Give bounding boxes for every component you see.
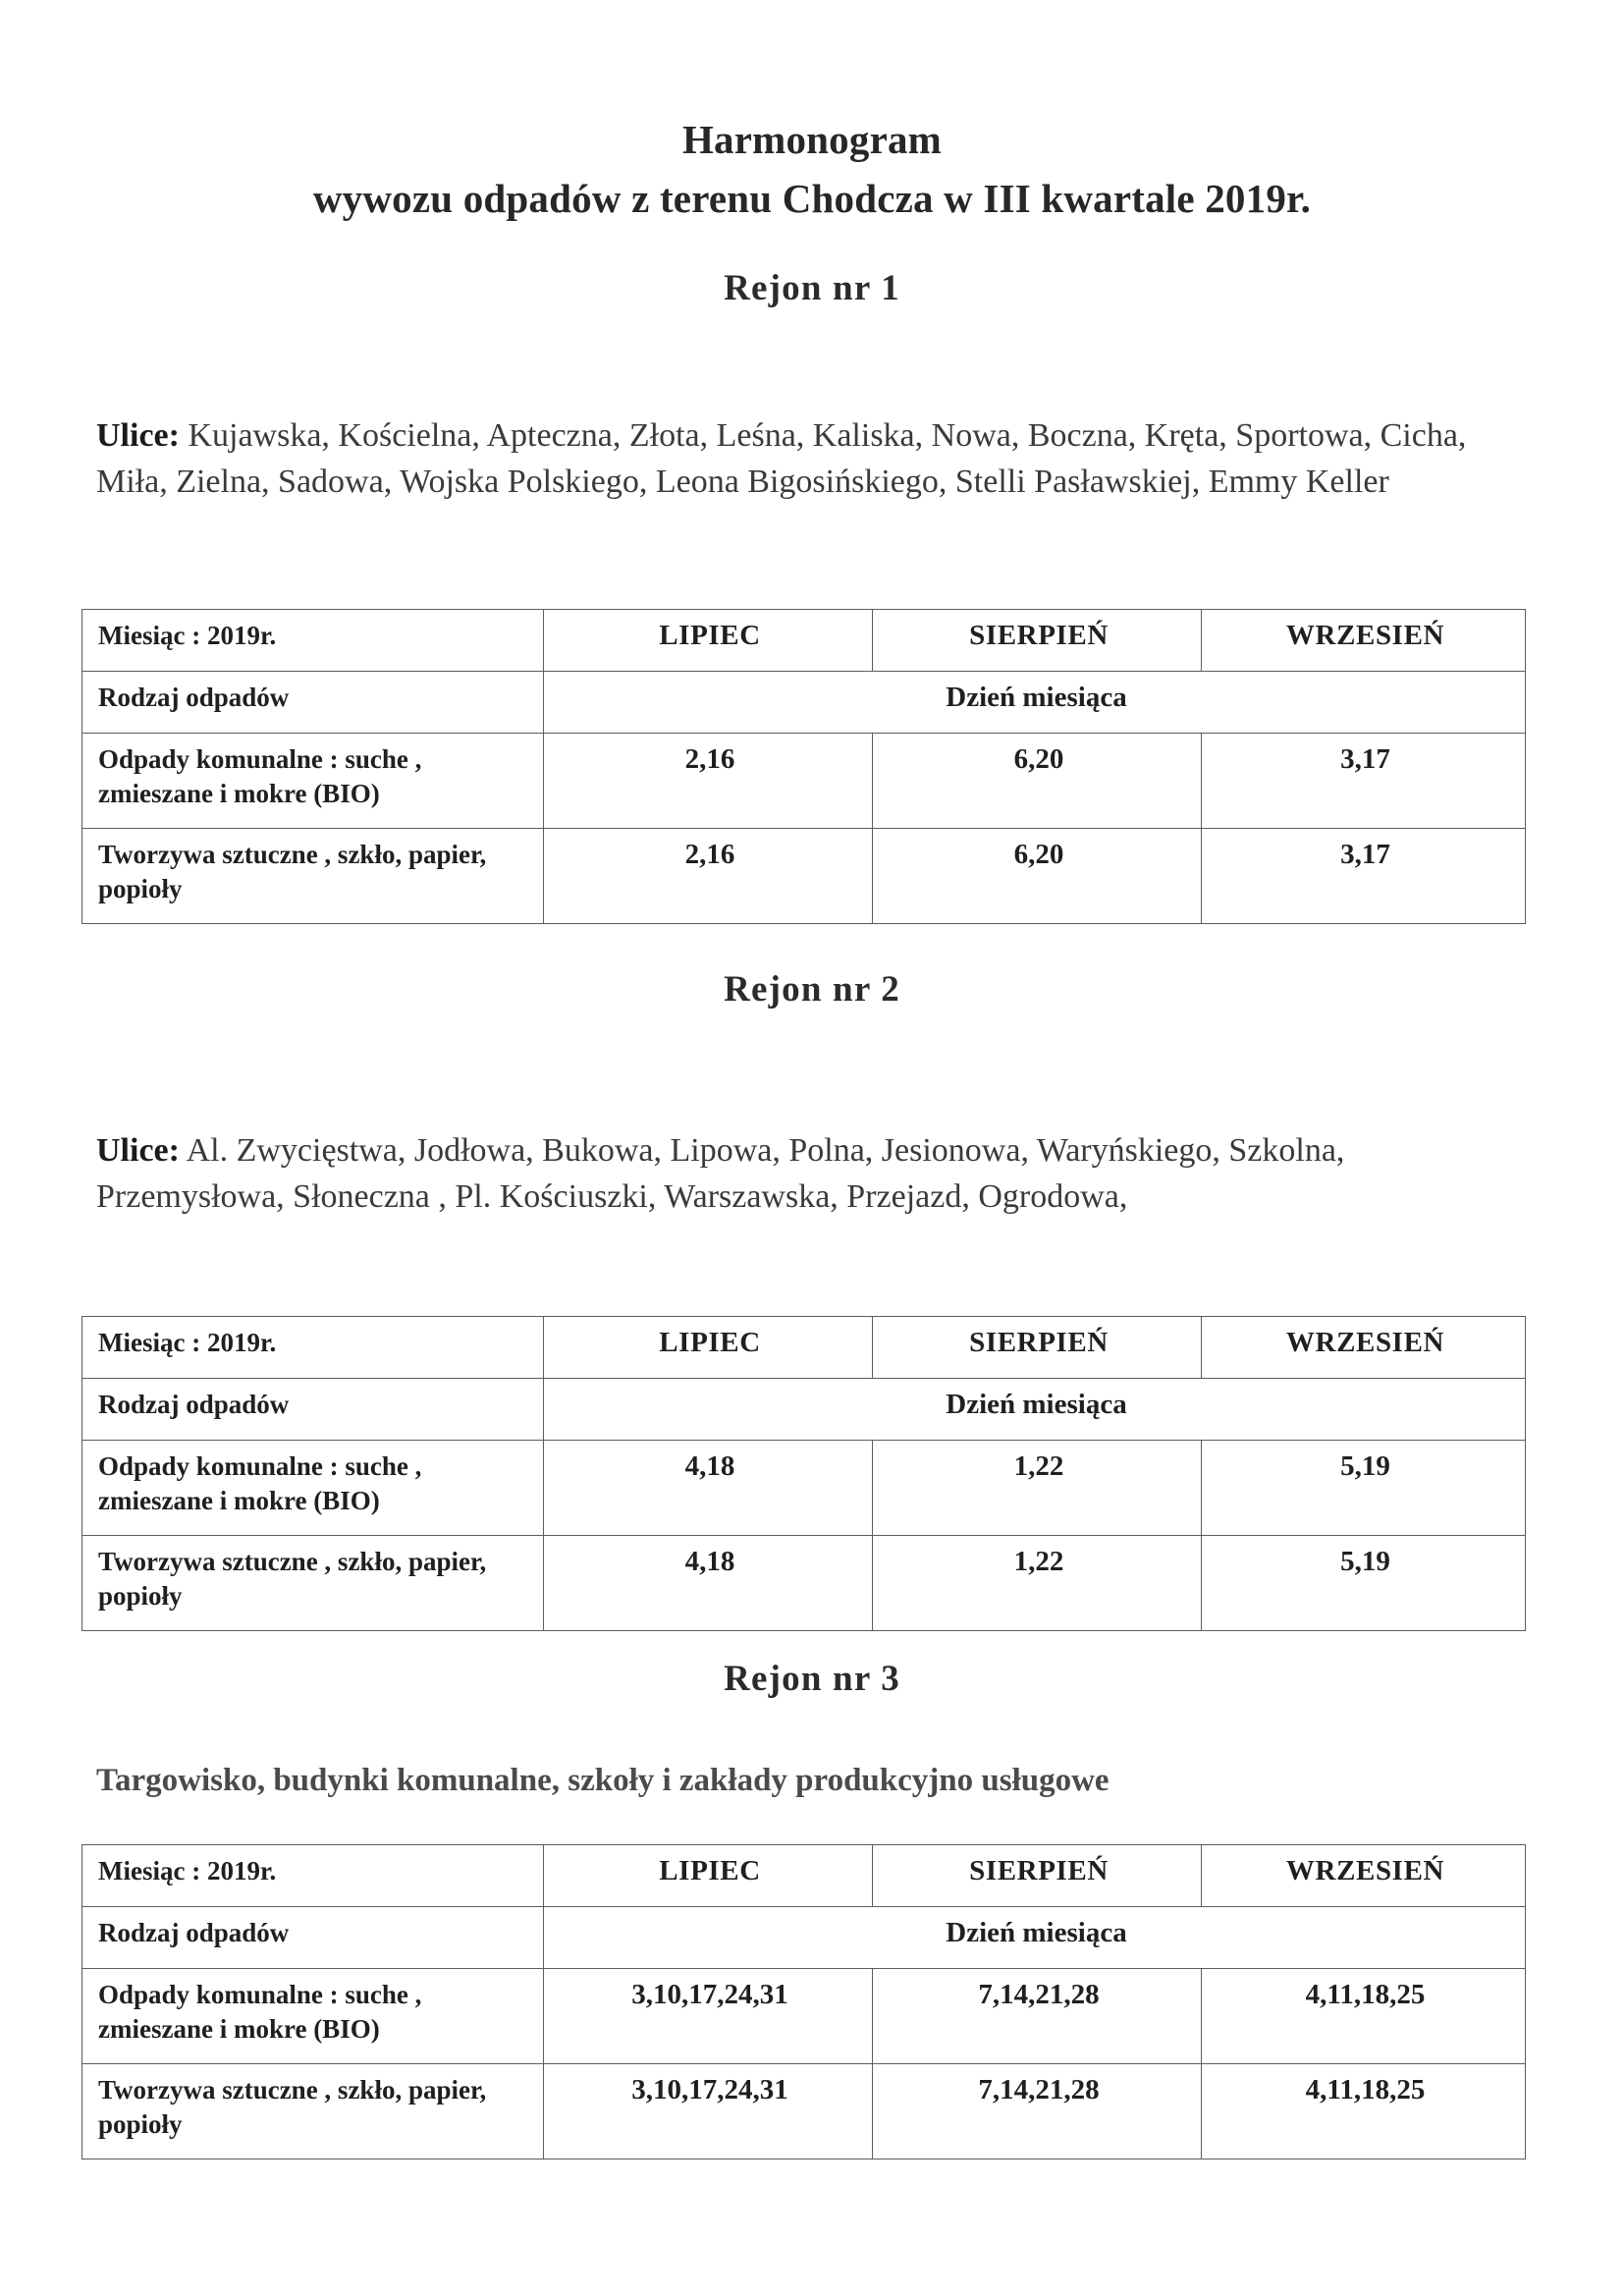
row-label-municipal: Odpady komunalne : suche , zmieszane i mokre (BIO) (82, 734, 544, 829)
cell-municipal-lipiec: 4,18 (544, 1441, 873, 1536)
table-row (82, 1317, 1526, 1379)
row-label-municipal: Odpady komunalne : suche , zmieszane i mokre (BIO) (82, 1441, 544, 1536)
table-header-month: Miesiąc : 2019r. (82, 1845, 544, 1907)
table-header-day-of-month: Dzień miesiąca (544, 672, 1526, 734)
cell-municipal-wrzesien: 4,11,18,25 (1202, 1969, 1526, 2064)
cell-municipal-sierpien: 1,22 (873, 1441, 1202, 1536)
document-title-line2: wywozu odpadów z terenu Chodcza w III kwartale 2019r. (312, 176, 1312, 221)
cell-recyclable-sierpien: 6,20 (873, 829, 1202, 924)
cell-recyclable-wrzesien: 5,19 (1202, 1536, 1526, 1631)
cell-municipal-wrzesien: 5,19 (1202, 1441, 1526, 1536)
cell-municipal-lipiec: 2,16 (544, 734, 873, 829)
cell-recyclable-wrzesien: 3,17 (1202, 829, 1526, 924)
table-header-wrzesien: WRZESIEŃ (1202, 610, 1526, 672)
cell-recyclable-lipiec: 2,16 (544, 829, 873, 924)
cell-municipal-wrzesien: 3,17 (1202, 734, 1526, 829)
row-label-recyclable: Tworzywa sztuczne , szkło, papier, popioły (82, 1536, 544, 1631)
streets-label-1: Ulice: (96, 417, 180, 454)
table-header-day-of-month: Dzień miesiąca (544, 1379, 1526, 1441)
cell-recyclable-sierpien: 7,14,21,28 (873, 2064, 1202, 2159)
table-header-month: Miesiąc : 2019r. (82, 610, 544, 672)
streets-text-1: Kujawska, Kościelna, Apteczna, Złota, Leśna, Kaliska, Nowa, Boczna, Kręta, Sportowa, Cicha, Miła, Zielna, Sadowa, Wojska Polskiego, Leona Bigosińskiego, Stelli Pasławskiej, Emmy Keller (96, 417, 1467, 500)
streets-text-2: Al. Zwycięstwa, Jodłowa, Bukowa, Lipowa, Polna, Jesionowa, Waryńskiego, Szkolna, Przemysłowa, Słoneczna , Pl. Kościuszki, Warszawska, Przejazd, Ogrodowa, (96, 1132, 1345, 1215)
schedule-table-3 (81, 1844, 1526, 2159)
table-row (82, 1907, 1526, 1969)
region-streets-2 (96, 1127, 1500, 1220)
table-header-type: Rodzaj odpadów (82, 1907, 544, 1969)
table-header-lipiec: LIPIEC (544, 610, 873, 672)
table-header-type: Rodzaj odpadów (82, 1379, 544, 1441)
region-streets-3: Targowisko, budynki komunalne, szkoły i zakłady produkcyjno usługowe (96, 1763, 1110, 1798)
row-label-recyclable: Tworzywa sztuczne , szkło, papier, popioły (82, 2064, 544, 2159)
table-row (82, 610, 1526, 672)
cell-municipal-lipiec: 3,10,17,24,31 (544, 1969, 873, 2064)
table-header-sierpien: SIERPIEŃ (873, 1317, 1202, 1379)
table-row (82, 734, 1526, 829)
row-label-municipal: Odpady komunalne : suche , zmieszane i mokre (BIO) (82, 1969, 544, 2064)
cell-recyclable-lipiec: 4,18 (544, 1536, 873, 1631)
table-header-wrzesien: WRZESIEŃ (1202, 1845, 1526, 1907)
table-header-wrzesien: WRZESIEŃ (1202, 1317, 1526, 1379)
schedule-table-2 (81, 1316, 1526, 1631)
table-row (82, 1969, 1526, 2064)
table-header-lipiec: LIPIEC (544, 1845, 873, 1907)
table-row (82, 1379, 1526, 1441)
table-row (82, 1441, 1526, 1536)
streets-label-2: Ulice: (96, 1132, 180, 1169)
table-header-month: Miesiąc : 2019r. (82, 1317, 544, 1379)
cell-recyclable-wrzesien: 4,11,18,25 (1202, 2064, 1526, 2159)
table-header-day-of-month: Dzień miesiąca (544, 1907, 1526, 1969)
table-row (82, 672, 1526, 734)
region-heading-1: Rejon nr 1 (724, 268, 900, 308)
schedule-table-1 (81, 609, 1526, 924)
table-row (82, 1845, 1526, 1907)
region-heading-3: Rejon nr 3 (724, 1659, 900, 1699)
table-row (82, 2064, 1526, 2159)
cell-municipal-sierpien: 6,20 (873, 734, 1202, 829)
cell-recyclable-lipiec: 3,10,17,24,31 (544, 2064, 873, 2159)
table-header-lipiec: LIPIEC (544, 1317, 873, 1379)
cell-recyclable-sierpien: 1,22 (873, 1536, 1202, 1631)
region-streets-1 (96, 412, 1500, 505)
row-label-recyclable: Tworzywa sztuczne , szkło, papier, popioły (82, 829, 544, 924)
document-title-line1: Harmonogram (681, 117, 943, 162)
table-header-type: Rodzaj odpadów (82, 672, 544, 734)
table-header-sierpien: SIERPIEŃ (873, 1845, 1202, 1907)
region-heading-2: Rejon nr 2 (724, 969, 900, 1010)
table-row (82, 829, 1526, 924)
table-header-sierpien: SIERPIEŃ (873, 610, 1202, 672)
cell-municipal-sierpien: 7,14,21,28 (873, 1969, 1202, 2064)
table-row (82, 1536, 1526, 1631)
